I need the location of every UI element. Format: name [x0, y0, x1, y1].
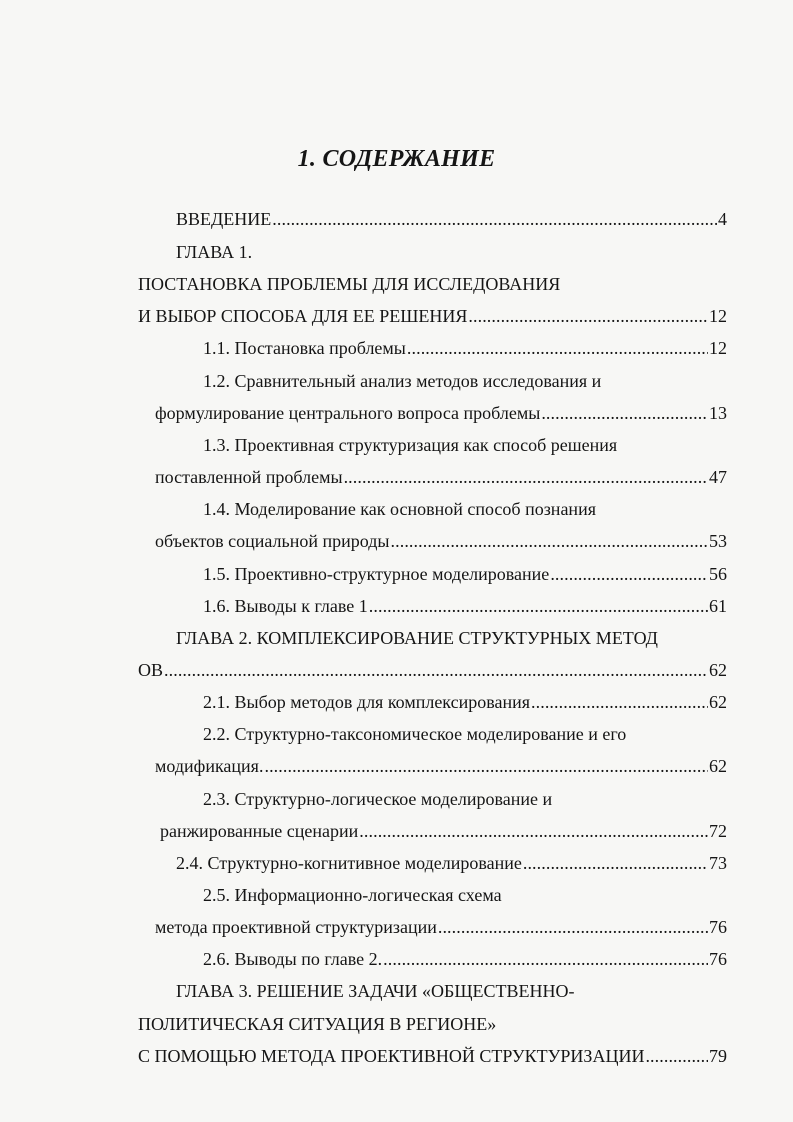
toc-entry-text: 1.2. Сравнительный анализ методов исследования и	[203, 371, 602, 391]
toc-chapter-heading: ПОЛИТИЧЕСКАЯ СИТУАЦИЯ В РЕГИОНЕ»	[138, 1014, 497, 1034]
toc-entry	[176, 204, 727, 234]
toc-leader-dots	[468, 301, 708, 331]
toc-leader-dots	[383, 944, 708, 974]
toc-leader-dots	[531, 687, 708, 717]
toc-entry-text: 2.2. Структурно-таксономическое моделирование и его	[203, 724, 627, 744]
toc-entry	[203, 687, 727, 717]
toc-entry-text: 1.1. Постановка проблемы	[203, 338, 406, 358]
toc-entry	[176, 848, 727, 878]
toc-entry-text: объектов социальной природы	[155, 531, 390, 551]
toc-entry	[203, 591, 727, 621]
toc-entry-text: 2.5. Информационно-логическая схема	[203, 885, 502, 905]
toc-leader-dots	[550, 559, 708, 589]
toc-entry	[138, 1041, 727, 1071]
toc-leader-dots	[391, 526, 708, 556]
toc-entry-text: ВВЕДЕНИЕ	[176, 209, 272, 229]
toc-entry	[155, 462, 727, 492]
toc-entry-text: 1.3. Проективная структуризация как способ решения	[203, 435, 618, 455]
toc-page-number: 76	[709, 917, 727, 937]
toc-entry	[203, 944, 727, 974]
toc-entry	[160, 816, 727, 846]
toc-entry-text: ранжированные сценарии	[160, 821, 359, 841]
toc-entry	[155, 526, 727, 556]
toc-page-number: 47	[709, 467, 727, 487]
toc-entry-text: метода проективной структуризации	[155, 917, 437, 937]
toc-leader-dots	[264, 751, 708, 781]
toc-chapter-heading: ГЛАВА 1.	[176, 242, 253, 262]
toc-chapter-heading: ГЛАВА 3. РЕШЕНИЕ ЗАДАЧИ «ОБЩЕСТВЕННО-	[176, 981, 575, 1001]
toc-leader-dots	[359, 816, 708, 846]
toc-entry-text: И ВЫБОР СПОСОБА ДЛЯ ЕЕ РЕШЕНИЯ	[138, 306, 468, 326]
toc-leader-dots	[541, 398, 708, 428]
toc-page-number: 61	[709, 596, 727, 616]
toc-entry	[155, 398, 727, 428]
toc-entry-text: 2.1. Выбор методов для комплексирования	[203, 692, 531, 712]
toc-entry	[203, 333, 727, 363]
toc-entry-text: 2.4. Структурно-когнитивное моделирование	[176, 853, 522, 873]
toc-entry-text: 1.5. Проективно-структурное моделирование	[203, 564, 550, 584]
toc-page-number: 13	[709, 403, 727, 423]
toc-chapter-heading: ПОСТАНОВКА ПРОБЛЕМЫ ДЛЯ ИССЛЕДОВАНИЯ	[138, 274, 561, 294]
toc-entry-text: 2.6. Выводы по главе 2.	[203, 949, 383, 969]
toc-entry	[155, 912, 727, 942]
toc-page-number: 76	[709, 949, 727, 969]
toc-entry-text: ОВ	[138, 660, 164, 680]
toc-entry-text: 1.4. Моделирование как основной способ познания	[203, 499, 596, 519]
toc-page-number: 62	[709, 660, 727, 680]
toc-entry-text: модификация.	[155, 756, 264, 776]
toc-leader-dots	[369, 591, 708, 621]
toc-entry	[138, 301, 727, 331]
toc-page-number: 56	[709, 564, 727, 584]
toc-page-number: 79	[709, 1046, 727, 1066]
toc-page-number: 62	[709, 756, 727, 776]
toc-entry	[155, 751, 727, 781]
toc-chapter-heading: ГЛАВА 2. КОМПЛЕКСИРОВАНИЕ СТРУКТУРНЫХ МЕТОД	[176, 628, 658, 648]
toc-entry-text: формулирование центрального вопроса проблемы	[155, 403, 541, 423]
toc-entry-text: С ПОМОЩЬЮ МЕТОДА ПРОЕКТИВНОЙ СТРУКТУРИЗАЦИИ	[138, 1046, 645, 1066]
toc-page-number: 4	[718, 209, 727, 229]
toc-page-number: 12	[709, 306, 727, 326]
toc-page-number: 73	[709, 853, 727, 873]
toc-leader-dots	[164, 655, 708, 685]
toc-leader-dots	[523, 848, 708, 878]
toc-page-number: 62	[709, 692, 727, 712]
toc-leader-dots	[407, 333, 708, 363]
toc-page-number: 72	[709, 821, 727, 841]
toc-leader-dots	[438, 912, 708, 942]
toc-entry-text: поставленной проблемы	[155, 467, 343, 487]
toc-page-number: 53	[709, 531, 727, 551]
toc-entry	[203, 559, 727, 589]
toc-leader-dots	[645, 1041, 708, 1071]
toc-leader-dots	[344, 462, 708, 492]
toc-entry-text: 1.6. Выводы к главе 1	[203, 596, 368, 616]
toc-page-number: 12	[709, 338, 727, 358]
toc-entry	[138, 655, 727, 685]
toc-entry-text: 2.3. Структурно-логическое моделирование и	[203, 789, 553, 809]
toc-leader-dots	[272, 204, 717, 234]
page-title: 1. СОДЕРЖАНИЕ	[297, 146, 496, 172]
